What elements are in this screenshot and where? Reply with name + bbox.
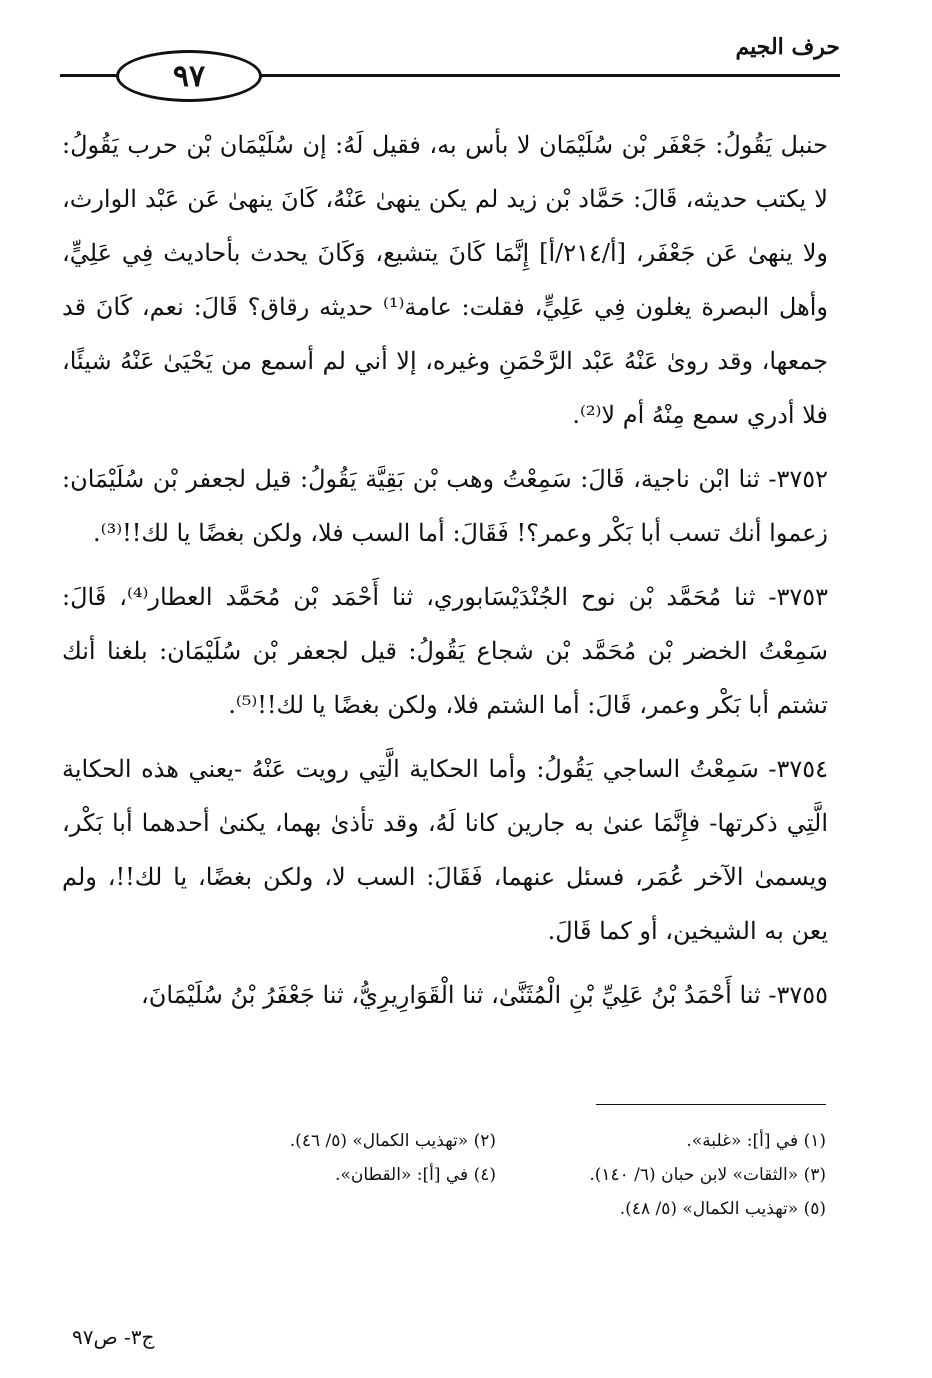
footnote-3: (٣) «الثقات» لابن حبان (٦/ ١٤٠). <box>589 1165 826 1185</box>
footnote-1: (١) في [أ]: «غلبة». <box>686 1131 826 1151</box>
page-number-badge <box>116 50 262 102</box>
paragraph-3753: ٣٧٥٣- ثنا مُحَمَّد بْن نوح الجُنْدَيْسَابوري، ثنا أَحْمَد بْن مُحَمَّد العطار⁽⁴⁾، قَالَ: سَمِعْتُ الخضر بْن مُحَمَّد بْن شجاع يَقُولُ: قيل لجعفر بْن سُلَيْمَان: بلغنا أنك تشتم أبا بَكْر وعمر، قَالَ: أما الشتم فلا، ولكن بغضًا يا لك!!⁽⁵⁾. <box>62 583 828 719</box>
footnotes <box>106 1124 826 1226</box>
footnote-row <box>106 1158 826 1192</box>
footnote-2: (٢) «تهذيب الكمال» (٥/ ٤٦). <box>289 1131 496 1151</box>
footnote-row <box>106 1124 826 1158</box>
paragraph-continuation: حنبل يَقُولُ: جَعْفَر بْن سُلَيْمَان لا بأس به، فقيل لَهُ: إن سُلَيْمَان بْن حرب يَقُولُ: لا يكتب حديثه، قَالَ: حَمَّاد بْن زيد لم يكن ينهىٰ عَنْهُ، كَانَ ينهىٰ عَن عَبْد الوارث، ولا ينهىٰ عَن جَعْفَر، [أ/٢١٤/أ] إِنَّمَا كَانَ يتشيع، وَكَانَ يحدث بأحاديث فِي عَلِيٍّ، وأهل البصرة يغلون فِي عَلِيٍّ، فقلت: عامة⁽¹⁾ حديثه رقاق؟ قَالَ: نعم، كَانَ قد جمعها، وقد روىٰ عَنْهُ عَبْد الرَّحْمَنِ وغيره، إلا أني لم أسمع من يَحْيَىٰ عَنْهُ شيئًا، فلا أدري سمع مِنْهُ أم لا⁽²⁾. <box>62 131 828 429</box>
chapter-title: حرف الجيم <box>735 34 840 60</box>
footnote-5: (٥) «تهذيب الكمال» (٥/ ٤٨). <box>619 1199 826 1219</box>
footnote-4: (٤) في [أ]: «القطان». <box>335 1165 496 1185</box>
paragraph-3754: ٣٧٥٤- سَمِعْتُ الساجي يَقُولُ: وأما الحكاية الَّتِي رويت عَنْهُ -يعني هذه الحكاية الَّتِي ذكرتها- فإِنَّمَا عنىٰ به جارين كانا لَهُ، وقد تأذىٰ بهما، يكنىٰ أحدهما أبا بَكْر، ويسمىٰ الآخر عُمَر، فسئل عنهما، فَقَالَ: السب لا، ولكن بغضًا، يا لك!!، ولم يعن به الشيخين، أو كما قَالَ. <box>62 755 828 945</box>
volume-page-marker: ج٣- ص٩٧ <box>72 1325 155 1349</box>
footnote-row <box>106 1192 826 1226</box>
paragraph-3755: ٣٧٥٥- ثنا أَحْمَدُ بْنُ عَلِيِّ بْنِ الْمُثَنَّىٰ، ثنا الْقَوَارِيرِيُّ، ثنا جَعْفَرُ بْنُ سُلَيْمَانَ، <box>141 981 828 1009</box>
footnote-separator <box>596 1104 826 1105</box>
page-number: ٩٧ <box>172 58 206 94</box>
page-header <box>60 30 840 94</box>
paragraph-3752: ٣٧٥٢- ثنا ابْن ناجية، قَالَ: سَمِعْتُ وهب بْن بَقِيَّة يَقُولُ: قيل لجعفر بْن سُلَيْمَان: زعموا أنك تسب أبا بَكْر وعمر؟! فَقَالَ: أما السب فلا، ولكن بغضًا يا لك!!⁽³⁾. <box>62 465 828 547</box>
main-text <box>62 118 828 1032</box>
